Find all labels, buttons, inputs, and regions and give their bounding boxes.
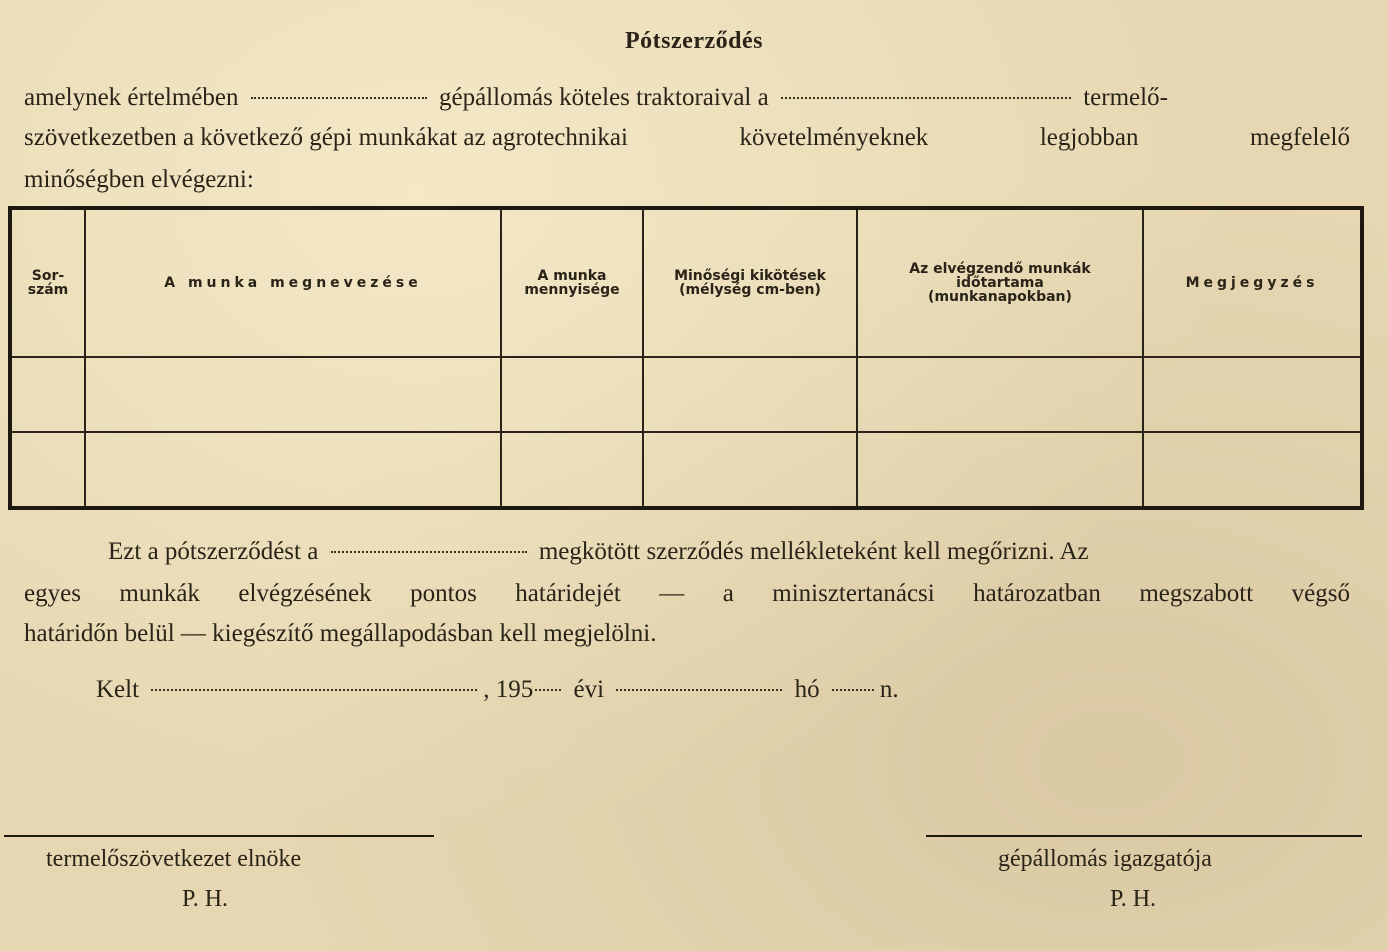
work-table (8, 206, 1364, 510)
stamp-label-left: P. H. (182, 886, 229, 912)
blank-place[interactable] (151, 689, 477, 691)
table-header-row (10, 208, 1362, 357)
date-ho-label: hó (794, 676, 820, 703)
table-cell[interactable] (857, 432, 1143, 508)
header-duration: Az elvégzendő munkák időtartama (munkanapokban) (857, 208, 1143, 357)
table-cell[interactable] (10, 357, 85, 432)
table-row (10, 432, 1362, 508)
intro-line2-part-1: szövetkezetben a következő gépi munkákat az agrotechnikai (24, 124, 628, 151)
signature-label-right: gépállomás igazgatója (998, 846, 1212, 872)
table-cell[interactable] (501, 432, 643, 508)
intro-line2-part-2: követelményeknek (739, 124, 929, 151)
note-line1-part-2: megkötött szerződés mellékleteként kell megőrizni. Az (538, 538, 1089, 565)
table-cell[interactable] (501, 357, 643, 432)
table-cell[interactable] (1143, 432, 1362, 508)
date-line (96, 676, 899, 704)
blank-contract-date[interactable] (331, 551, 527, 553)
blank-cooperative-name[interactable] (781, 97, 1071, 99)
intro-line-3: minőségben elvégezni: (24, 166, 254, 193)
note-line-3: határidőn belül — kiegészítő megállapodásban kell megjelölni. (24, 620, 657, 647)
note-line-1 (108, 538, 1089, 566)
intro-line-1 (24, 84, 1168, 112)
table-cell[interactable] (1143, 357, 1362, 432)
table-cell[interactable] (643, 357, 857, 432)
date-kelt-label: Kelt (96, 676, 140, 703)
header-quality: Minőségi kikötések (mélység cm-ben) (643, 208, 857, 357)
table-cell[interactable] (857, 357, 1143, 432)
blank-station-name[interactable] (251, 97, 427, 99)
blank-month[interactable] (616, 689, 782, 691)
table-cell[interactable] (643, 432, 857, 508)
date-n-label: n. (879, 676, 899, 703)
intro-text-1: amelynek értelmében (24, 84, 239, 111)
intro-line-2 (24, 124, 1350, 152)
header-quantity: A munka mennyisége (501, 208, 643, 357)
header-remarks: Megjegyzés (1143, 208, 1362, 357)
signature-line-left[interactable] (4, 835, 434, 837)
header-sorszam: Sor- szám (10, 208, 85, 357)
table-cell[interactable] (85, 432, 501, 508)
intro-text-3: termelő- (1083, 84, 1168, 111)
header-work-name: A munka megnevezése (85, 208, 501, 357)
date-evi-label: évi (573, 676, 605, 703)
intro-line2-part-3: legjobban (1039, 124, 1139, 151)
note-line1-part-1: Ezt a pótszerződést a (108, 538, 319, 565)
date-year-prefix: , 195 (483, 676, 534, 703)
table-row (10, 357, 1362, 432)
table-cell[interactable] (85, 357, 501, 432)
blank-day[interactable] (832, 689, 874, 691)
table-cell[interactable] (10, 432, 85, 508)
document-title: Pótszerződés (625, 28, 763, 54)
note-line-2: egyes munkák elvégzésének pontos határidejét — a minisztertanácsi határozatban megszabott végső (24, 580, 1350, 607)
blank-year[interactable] (535, 689, 561, 691)
signature-label-left: termelőszövetkezet elnöke (46, 846, 302, 872)
intro-line2-part-4: megfelelő (1250, 124, 1350, 151)
stamp-label-right: P. H. (1110, 886, 1157, 912)
signature-line-right[interactable] (926, 835, 1362, 837)
intro-text-2: gépállomás köteles traktoraival a (438, 84, 769, 111)
